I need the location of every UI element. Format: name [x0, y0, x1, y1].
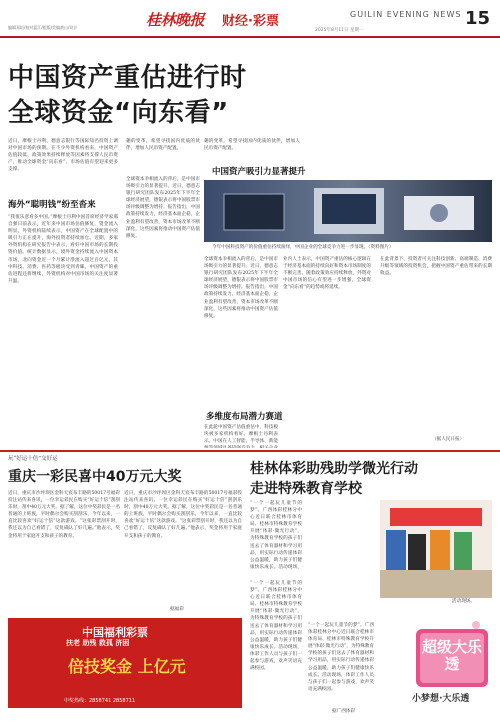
lottery-byline: 据福彩: [170, 607, 184, 612]
ad-logo: 中国福利彩票: [82, 626, 148, 639]
article-column-1: “我很乐意看多中国。”摩根士丹利中国首席经济学家邢自强日前表示，近年来中国市场估值修复，资金流入明显。外资机构陆续表示，中国资产在全球配置中的吸引力正在提升，海外投资者持续加仓。近期，多家外资机构在研究报告中表示，看好中国市场的长期投资价值。统计数据显示，境外资金持续流入中国资本市场，北向资金近一个月累计净流入超过百亿元，其中科技、消费、医药等板块受到青睐。中国资产的重估进程还将继续，外资机构对中国市场的关注度显著升温。: [8, 215, 118, 284]
event-photo-caption: 活动现场。: [452, 599, 475, 604]
welfare-lottery-ad: [8, 618, 242, 708]
sports-byline: 据广西体彩: [332, 709, 355, 714]
sports-article-col-2: “一个一起玩儿童节的梦”。广西体彩桂林分中心近日联合桂林市体育局、桂林市特殊教育学校开展“体彩·微光行动”，为特殊教育学校的孩子们送去了体育器材和学习用品，用实际行动传递体彩公益温暖，助力孩子们健康快乐成长。活动现场，体彩工作人员与孩子们一起参与游戏，欢声笑语充满校园。: [308, 623, 374, 692]
headline-line-1: 中国资产重估进行时: [8, 63, 247, 93]
article-column-2-top: 趣的变革，希望寻找国内优质的伙伴，增加人民币资产配置。: [126, 139, 200, 152]
lottery-headline: 重庆一彩民喜中40万元大奖: [8, 469, 182, 485]
promo-tagline: 小梦想·大乐透: [412, 694, 470, 704]
ad-headline: 倍技奖金 上亿元: [68, 657, 186, 676]
subheading-sectors: 多维度布局潜力赛道: [206, 412, 283, 422]
article-column-2-top-right: 趣的变革，希望寻找国内优质的伙伴，增加人民币资产配置。: [204, 139, 300, 152]
article-column-3-bottom: 在此轮中国资产估值重估中，科技板块被多家机构看好。摩根士丹利表示，中国在人工智能、半导体、新能: [204, 425, 278, 445]
masthead: [0, 0, 500, 38]
sports-article-col-1: “一个一起玩儿童节的梦”。广西体彩桂林分中心近日联合桂林市体育局、桂林市特殊教育学校开展“体彩·微光行动”，为特殊教育学校的孩子们送去了体育器材和学习用品，用实际行动传递体彩公益温暖，助力孩子们健康快乐成长。活动现场，: [250, 501, 302, 570]
headline-line-2: 全球资金“向东看”: [8, 98, 229, 128]
paper-english-name: GUILIN EVENING NEWS: [350, 10, 462, 19]
photo-caption: 今年中国科技资产的价值重估持续演绎，中国企业的全球竞争力进一步显现。（资料图片）: [212, 245, 394, 250]
page-number: 15: [464, 8, 490, 29]
lottery-article-col-2: 近日，重庆市沙坪坝区金科天宸布丰路的50017号福彩投注站传来喜讯，一位幸运彩民在购买“好运十倍”刮刮乐时，刮中40万元大奖。据了解，这位中奖彩民是一名普通的上班族，平时偶尔会购买刮刮乐，今年以来，一直比较喜欢“好运十倍”这款游戏。“这张彩票刮开时，我还以为自己看错了，反复确认了好几遍。”他表示，奖金将用于家庭开支和孩子的教育。: [124, 491, 242, 539]
article-column-4: 业内人士表示，中国资产重估的核心逻辑在于经济基本面的持续向好和资本市场制度的不断完善。随着政策效应持续释放，外资对中国市场的信心有望进一步增强，全球资金“向东看”的趋势或将延续。: [283, 257, 371, 291]
article-column-2: 全球资本争相流入的背后，是中国市场吸引力的显著提升。近日，德意志银行研究团队发布2025年下半年全球经济展望，德银表示将中国股票市场评级调整为增持。报告指出，中国政策持续发力，经济基本面企稳，企业盈利有望改善，资本市场改革不断深化，这些因素将推动中国资产估值修复。: [126, 177, 200, 239]
tech-photo: [204, 180, 492, 242]
article-column-5: 在此背景下，投资者可关注科技创新、高端制造、消费升级等领域的投资机会，把握中国资产重估带来的长期收益。: [380, 257, 492, 277]
event-photo-image: [380, 500, 492, 598]
lottery-article-col-1: 近日，重庆市沙坪坝区金科天宸布丰路的50017号福彩投注站传来喜讯，一位幸运彩民在购买“好运十倍”刮刮乐时，刮中40万元大奖。据了解，这位中奖彩民是一名普通的上班族，平时偶尔会购买刮刮乐，今年以来，一直比较喜欢“好运十倍”这款游戏。“这张彩票刮开时，我还以为自己看错了，反复确认了好几遍。”他表示，奖金将用于家庭开支和孩子的教育。: [8, 491, 120, 539]
tech-photo-image: [204, 180, 492, 242]
sports-lottery-headline-2: 走进特殊教育学校: [250, 481, 362, 497]
article-column-3: 全球资本争相流入的背后，是中国市场吸引力的显著提升。近日，德意志银行研究团队发布2025年下半年全球经济展望，德银表示将中国股票市场评级调整为增持。报告指出，中国政策持续发力，经济基本面企稳，企业盈利有望改善，资本市场改革不断深化，这些因素将推动中国资产估值修复。: [204, 257, 278, 319]
article-intro: 近日，摩根士丹利、德意志银行等国际知名投资上调对中国市场的预期。在不少外资机构看来，中国资产估值较低、政策效果持续释放等因素将支撑人民币资产，推动全球资金“向东看”，市场估值有望迎来更多支撑。: [8, 139, 118, 173]
super-lotto-promo: [380, 615, 492, 707]
event-photo: [380, 500, 492, 598]
promo-big-text: 超级大乐透: [421, 638, 482, 673]
main-byline: （据人民日报）: [432, 437, 465, 442]
ad-hotline: 中奖热线：2858741 2858711: [64, 698, 136, 704]
subheading-smart-money: 海外“聪明钱”纷至沓来: [8, 200, 96, 210]
section-divider: [0, 450, 500, 452]
section-title: 财经·彩票: [222, 14, 279, 29]
issue-date: 2025年8月11日 星期一: [315, 28, 364, 33]
sports-article-col-1b: “一个一起玩儿童节的梦”。广西体彩桂林分中心近日联合桂林市体育局、桂林市特殊教育学校开展“体彩·微光行动”，为特殊教育学校的孩子们送去了体育器材和学习用品，用实际行动传递体彩公益温暖，助力孩子们健康快乐成长。活动现场，体彩工作人员与孩子们一起参与游戏，欢声笑语充满校园。: [250, 581, 302, 672]
subheading-appeal: 中国资产吸引力显著提升: [212, 167, 306, 177]
masthead-editor-credits: 编辑邓垣/校对蓝江/组版/美编黄山/设计: [8, 25, 78, 30]
sports-lottery-headline-1: 桂林体彩助残助学微光行动: [250, 461, 418, 477]
newspaper-logo: 桂林晚报: [146, 11, 205, 29]
lottery-kicker: 玩“好运十倍”交好运: [8, 456, 58, 462]
ad-slogan: 扶老 助残 救孤 济困: [66, 639, 130, 647]
